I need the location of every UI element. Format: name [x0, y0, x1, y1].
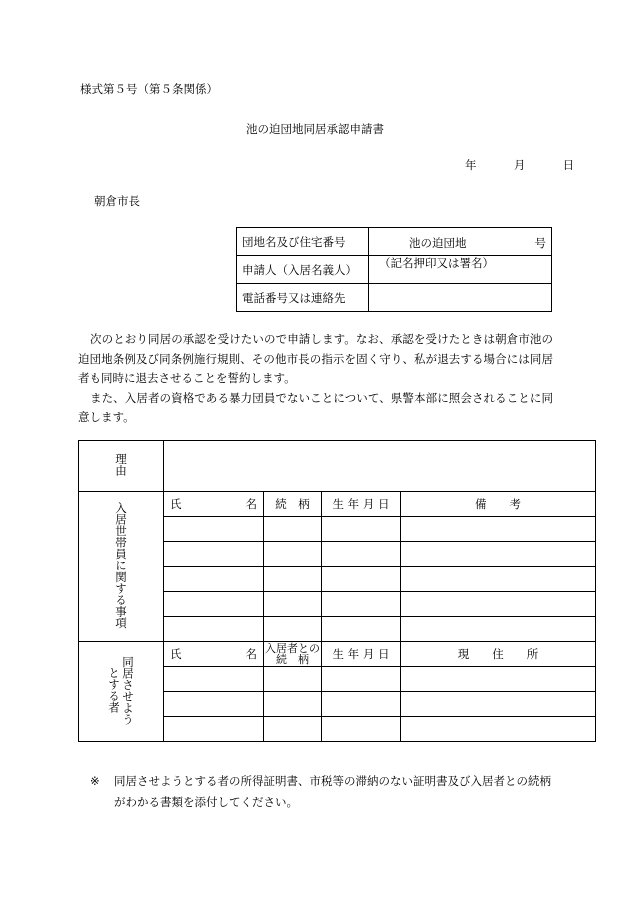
housing-name: 池の迫団地: [409, 236, 467, 250]
cohabitant-relation-cell[interactable]: [264, 717, 322, 742]
cohabitant-name-right: 名: [245, 647, 257, 661]
date-month: 月: [513, 158, 526, 172]
household-name-header: [164, 492, 264, 517]
phone-field[interactable]: [369, 284, 552, 312]
cohabitant-label: 同居させようとする者: [107, 655, 135, 725]
cohabitant-birthdate-cell[interactable]: [322, 667, 401, 692]
household-remarks-cell[interactable]: [401, 592, 596, 617]
cohabitant-relation-header: [264, 642, 322, 667]
household-remarks-cell[interactable]: [401, 567, 596, 592]
cohabitant-relation-line1: 入居者との: [265, 642, 320, 655]
household-birthdate-cell[interactable]: [322, 517, 401, 542]
household-remarks-header: 備 考: [401, 492, 596, 517]
applicant-field[interactable]: [369, 256, 552, 284]
cohabitant-relation-cell[interactable]: [264, 667, 322, 692]
cohabitant-address-cell[interactable]: [401, 692, 596, 717]
signature-note: （記名押印又は署名）: [379, 256, 494, 270]
household-relation-cell[interactable]: [264, 592, 322, 617]
household-birthdate-cell[interactable]: [322, 567, 401, 592]
body-text: [78, 330, 553, 428]
household-name-cell[interactable]: [164, 567, 264, 592]
household-name-right: 名: [245, 497, 257, 511]
household-label-cell: [79, 492, 164, 642]
household-birthdate-cell[interactable]: [322, 592, 401, 617]
attachment-note: [90, 771, 556, 813]
cohabitant-address-header: 現 住 所: [401, 642, 596, 667]
form-number: 様式第５号（第５条関係）: [80, 82, 218, 96]
cohabitant-name-cell[interactable]: [164, 717, 264, 742]
cohabitant-relation-cell[interactable]: [264, 692, 322, 717]
note-text: 同居させようとする者の所得証明書、市税等の滞納のない証明書及び入居者との続柄がわかる書類を添付してください。: [114, 774, 551, 809]
household-name-cell[interactable]: [164, 617, 264, 642]
housing-field[interactable]: [369, 228, 552, 256]
household-name-cell[interactable]: [164, 542, 264, 567]
cohabitant-relation-line2: 続 柄: [276, 653, 309, 666]
household-relation-header: 続 柄: [264, 492, 322, 517]
reason-label: 理由: [114, 453, 128, 476]
phone-label: 電話番号又は連絡先: [237, 284, 369, 312]
household-remarks-cell[interactable]: [401, 542, 596, 567]
household-name-cell[interactable]: [164, 517, 264, 542]
household-birthdate-cell[interactable]: [322, 542, 401, 567]
household-remarks-cell[interactable]: [401, 617, 596, 642]
housing-number-suffix: 号: [534, 236, 546, 250]
applicant-label: 申請人（入居名義人）: [237, 256, 369, 284]
body-paragraph-1: 次のとおり同居の承認を受けたいので申請します。なお、承認を受けたときは朝倉市池の迫団地条例及び同条例施行規則、その他市長の指示を固く守り、私が退去する場合には同居者も同時に退去させることを誓約します。: [78, 332, 553, 385]
household-relation-cell[interactable]: [264, 542, 322, 567]
cohabitant-name-left: 氏: [170, 647, 182, 661]
applicant-table: [236, 227, 552, 312]
reason-label-cell: [79, 441, 164, 492]
housing-label: 団地名及び住宅番号: [237, 228, 369, 256]
date-line: [465, 157, 574, 173]
household-relation-cell[interactable]: [264, 567, 322, 592]
household-birthdate-cell[interactable]: [322, 617, 401, 642]
cohabitant-birthdate-cell[interactable]: [322, 717, 401, 742]
body-paragraph-2: また、入居者の資格である暴力団員でないことについて、県警本部に照会されることに同意します。: [78, 390, 553, 424]
household-birthdate-header: 生 年 月 日: [322, 492, 401, 517]
cohabitant-birthdate-header: 生 年 月 日: [322, 642, 401, 667]
document-title: 池の迫団地同居承認申請書: [246, 122, 384, 136]
reason-field[interactable]: [164, 441, 596, 492]
household-relation-cell[interactable]: [264, 517, 322, 542]
cohabitant-address-cell[interactable]: [401, 667, 596, 692]
cohabitant-name-header: [164, 642, 264, 667]
household-relation-cell[interactable]: [264, 617, 322, 642]
cohabitant-label-cell: [79, 642, 164, 742]
cohabitant-birthdate-cell[interactable]: [322, 692, 401, 717]
date-year: 年: [465, 158, 477, 172]
date-day: 日: [562, 158, 575, 172]
addressee: 朝倉市長: [94, 194, 140, 208]
cohabitant-address-cell[interactable]: [401, 717, 596, 742]
main-table: [78, 440, 596, 742]
note-mark: ※: [90, 774, 100, 788]
household-name-cell[interactable]: [164, 592, 264, 617]
household-name-left: 氏: [170, 497, 182, 511]
cohabitant-name-cell[interactable]: [164, 692, 264, 717]
household-remarks-cell[interactable]: [401, 517, 596, 542]
household-label: 入居世帯員に関する事項: [114, 501, 128, 629]
cohabitant-name-cell[interactable]: [164, 667, 264, 692]
